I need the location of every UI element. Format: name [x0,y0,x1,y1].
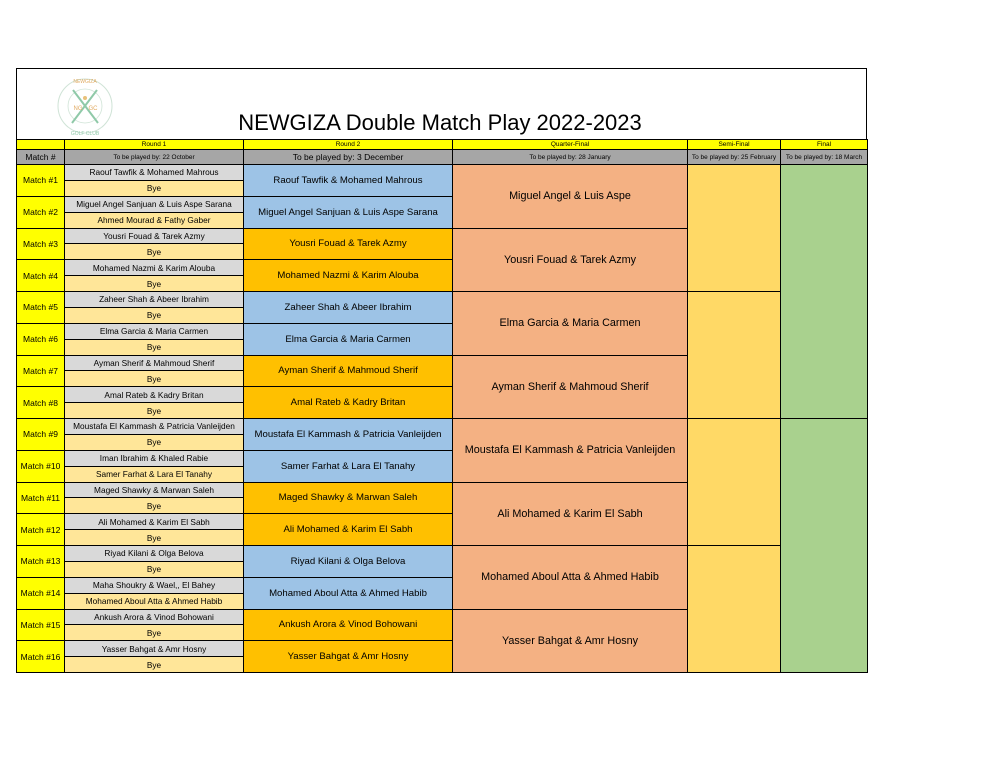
round1-team-b: Bye [64,243,244,260]
subheader-round1-date: To be played by: 22 October [64,149,244,165]
quarter-final-team: Yousri Fouad & Tarek Azmy [452,228,688,293]
subheader-sf-date: To be played by: 25 February [687,149,781,165]
semi-final-slot [687,545,781,673]
quarter-final-team: Mohamed Aboul Atta & Ahmed Habib [452,545,688,610]
round1-team-a: Elma Garcia & Maria Carmen [64,323,244,340]
match-label: Match #3 [16,228,65,261]
quarter-final-team: Yasser Bahgat & Amr Hosny [452,609,688,674]
match-label: Match #1 [16,164,65,197]
round1-team-b: Bye [64,180,244,197]
subheader-final-date: To be played by: 18 March [780,149,868,165]
round1-team-b: Bye [64,561,244,578]
svg-text:NEWGIZA: NEWGIZA [73,79,97,85]
round2-team: Samer Farhat & Lara El Tanahy [243,450,453,483]
match-label: Match #14 [16,577,65,610]
match-label: Match #6 [16,323,65,356]
round1-team-a: Zaheer Shah & Abeer Ibrahim [64,291,244,308]
round2-team: Elma Garcia & Maria Carmen [243,323,453,356]
round2-team: Ankush Arora & Vinod Bohowani [243,609,453,642]
match-label: Match #11 [16,482,65,515]
round1-team-b: Bye [64,402,244,419]
round2-team: Yasser Bahgat & Amr Hosny [243,640,453,673]
header-round1: Round 1 [64,139,244,150]
round1-team-b: Bye [64,434,244,451]
round1-team-a: Maha Shoukry & Wael,, El Bahey [64,577,244,594]
svg-text:GC: GC [88,106,98,112]
round1-team-b: Samer Farhat & Lara El Tanahy [64,466,244,483]
semi-final-slot [687,418,781,546]
svg-text:NG: NG [73,106,83,112]
round1-team-a: Yousri Fouad & Tarek Azmy [64,228,244,245]
round1-team-b: Mohamed Aboul Atta & Ahmed Habib [64,593,244,610]
round1-team-b: Ahmed Mourad & Fathy Gaber [64,212,244,229]
round2-team: Miguel Angel Sanjuan & Luis Aspe Sarana [243,196,453,229]
round1-team-a: Miguel Angel Sanjuan & Luis Aspe Sarana [64,196,244,213]
round1-team-b: Bye [64,656,244,673]
round2-team: Mohamed Nazmi & Karim Alouba [243,259,453,292]
round1-team-a: Riyad Kilani & Olga Belova [64,545,244,562]
header-final: Final [780,139,868,150]
round2-team: Ali Mohamed & Karim El Sabh [243,513,453,546]
round1-team-b: Bye [64,624,244,641]
round1-team-b: Bye [64,529,244,546]
quarter-final-team: Ayman Sherif & Mahmoud Sherif [452,355,688,420]
match-label: Match #15 [16,609,65,642]
round1-team-a: Raouf Tawfik & Mohamed Mahrous [64,164,244,181]
header-quarter-final: Quarter-Final [452,139,688,150]
match-label: Match #4 [16,259,65,292]
round1-team-a: Moustafa El Kammash & Patricia Vanleijden [64,418,244,435]
quarter-final-team: Moustafa El Kammash & Patricia Vanleijden [452,418,688,483]
quarter-final-team: Elma Garcia & Maria Carmen [452,291,688,356]
round1-team-a: Maged Shawky & Marwan Saleh [64,482,244,499]
match-label: Match #8 [16,386,65,419]
match-label: Match #13 [16,545,65,578]
newgiza-golf-club-logo-icon [52,73,118,139]
round2-team: Riyad Kilani & Olga Belova [243,545,453,578]
round1-team-a: Iman Ibrahim & Khaled Rabie [64,450,244,467]
round1-team-a: Yasser Bahgat & Amr Hosny [64,640,244,657]
round2-team: Raouf Tawfik & Mohamed Mahrous [243,164,453,197]
match-label: Match #5 [16,291,65,324]
round2-team: Moustafa El Kammash & Patricia Vanleijden [243,418,453,451]
header-semi-final: Semi-Final [687,139,781,150]
round1-team-a: Ali Mohamed & Karim El Sabh [64,513,244,530]
round1-team-b: Bye [64,339,244,356]
round2-team: Amal Rateb & Kadry Britan [243,386,453,419]
round2-team: Ayman Sherif & Mahmoud Sherif [243,355,453,388]
round1-team-a: Amal Rateb & Kadry Britan [64,386,244,403]
svg-text:GOLF CLUB: GOLF CLUB [70,131,100,137]
semi-final-slot [687,164,781,292]
round2-team: Zaheer Shah & Abeer Ibrahim [243,291,453,324]
semi-final-slot [687,291,781,419]
round1-team-a: Mohamed Nazmi & Karim Alouba [64,259,244,276]
match-label: Match #2 [16,196,65,229]
round1-team-b: Bye [64,497,244,514]
quarter-final-team: Ali Mohamed & Karim El Sabh [452,482,688,547]
final-slot [780,418,868,673]
match-label: Match #16 [16,640,65,673]
match-label: Match #10 [16,450,65,483]
round2-team: Maged Shawky & Marwan Saleh [243,482,453,515]
subheader-round2-date: To be played by: 3 December [243,149,453,165]
match-label: Match #9 [16,418,65,451]
round1-team-b: Bye [64,307,244,324]
final-slot [780,164,868,419]
round2-team: Yousri Fouad & Tarek Azmy [243,228,453,261]
round2-team: Mohamed Aboul Atta & Ahmed Habib [243,577,453,610]
quarter-final-team: Miguel Angel & Luis Aspe [452,164,688,229]
match-label: Match #7 [16,355,65,388]
round1-team-b: Bye [64,275,244,292]
subheader-match: Match # [16,149,65,165]
header-round2: Round 2 [243,139,453,150]
match-label: Match #12 [16,513,65,546]
page-title: NEWGIZA Double Match Play 2022-2023 [238,110,642,135]
round1-team-b: Bye [64,370,244,387]
round1-team-a: Ankush Arora & Vinod Bohowani [64,609,244,626]
round1-team-a: Ayman Sherif & Mahmoud Sherif [64,355,244,372]
subheader-qf-date: To be played by: 28 January [452,149,688,165]
